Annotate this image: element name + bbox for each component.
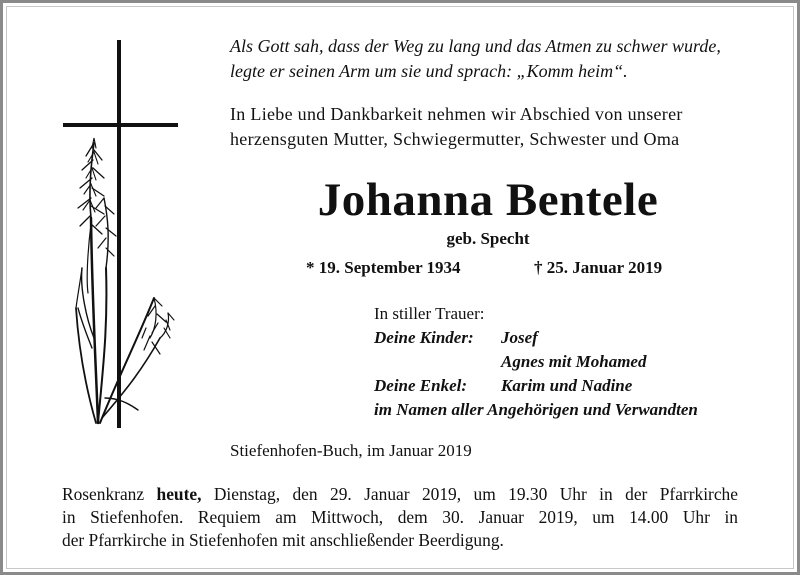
service-line [62, 483, 738, 506]
mourning-heading: In stiller Trauer: [374, 304, 485, 323]
grass-icon [76, 138, 174, 423]
death-date: † 25. Januar 2019 [534, 258, 663, 277]
verse-line: Als Gott sah, dass der Weg zu lang und das Atmen zu schwer wurde, [230, 36, 721, 56]
service-line: der Pfarrkirche in Stiefenhofen mit anschließender Beerdigung. [62, 530, 504, 550]
place-and-date: Stiefenhofen-Buch, im Januar 2019 [230, 441, 472, 460]
service-today: heute, [156, 484, 202, 504]
intro-line: herzensguten Mutter, Schwiegermutter, Schwester und Oma [230, 129, 680, 149]
intro-text [230, 102, 683, 152]
service-info [62, 483, 738, 552]
service-rosary: Rosenkranz [62, 484, 145, 504]
birth-date: * 19. September 1934 [306, 258, 461, 277]
children-name: Agnes mit Mohamed [501, 352, 647, 371]
maiden-name: geb. Specht [446, 229, 530, 248]
relatives-line: im Namen aller Angehörigen und Verwandten [374, 400, 698, 419]
children-label: Deine Kinder: [374, 328, 474, 347]
deceased-name: Johanna Bentele [317, 174, 659, 226]
children-name: Josef [501, 328, 538, 347]
cross-icon [63, 40, 178, 428]
intro-line: In Liebe und Dankbarkeit nehmen wir Abschied von unserer [230, 104, 683, 124]
verse-line: legte er seinen Arm um sie und sprach: „Komm heim“. [230, 61, 628, 81]
service-line: in Stiefenhofen. Requiem am Mittwoch, dem 30. Januar 2019, um 14.00 Uhr in [62, 507, 738, 527]
cross-with-grass-illustration [58, 38, 188, 428]
grandchildren-label: Deine Enkel: [374, 376, 468, 395]
grandchildren-names: Karim und Nadine [501, 376, 633, 395]
verse [230, 34, 721, 84]
service-details: Dienstag, den 29. Januar 2019, um 19.30 Uhr in der Pfarrkirche [213, 484, 738, 504]
